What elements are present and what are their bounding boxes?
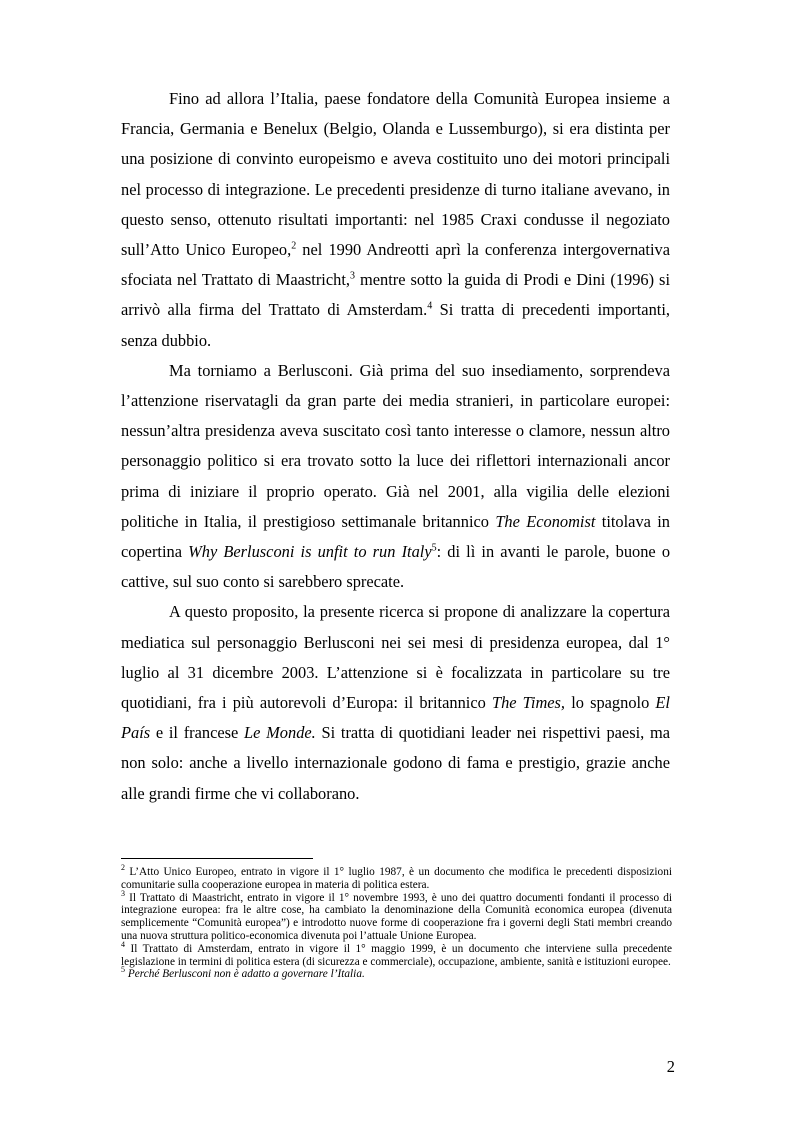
italic-text: Why Berlusconi is unfit to run Italy <box>188 542 432 562</box>
text-run: Si tratta di quotidiani leader nei rispettivi paesi, ma non solo: anche a livello internazionale godono di fama e prestigio, grazie anche alle grandi firme che vi collaborano. <box>121 723 670 803</box>
footnote <box>121 888 672 943</box>
text-run: Si tratta di precedenti importanti, senza dubbio. <box>121 300 670 350</box>
text-run: A questo proposito, la presente ricerca si propone di analizzare la copertura mediatica sul personaggio Berlusconi nei sei mesi di presidenza europea, dal 1° luglio al 31 dicembre 2003. L’attenzione si è focalizzata in particolare su tre quotidiani, fra i più autorevoli d’Europa: il britannico <box>121 602 670 713</box>
text-run: Il Trattato di Maastricht, entrato in vigore il 1° novembre 1993, è uno dei quattro documenti fondanti il processo di integrazione europea: fra le altre cose, ha cambiato la denominazione della Comunità economica europea (divenuta semplicemente “Comunità europea”) e introdotto nuove forme di cooperazione fra i governi degli Stati membri creando una nuova struttura politico-economica divenuta poi l’attuale Unione Europea. <box>121 891 672 942</box>
text-run: nel 1990 Andreotti aprì la conferenza intergovernativa sfociata nel Trattato di Maastricht, <box>121 240 670 290</box>
italic-text: Le Monde. <box>244 723 316 743</box>
text-run: L’Atto Unico Europeo, entrato in vigore il 1° luglio 1987, è un documento che modifica le precedenti disposizioni comunitarie sulla cooperazione europea in materia di politica estera. <box>121 866 672 891</box>
text-run: Ma torniamo a Berlusconi. Già prima del suo insediamento, sorprendeva l’attenzione riservatagli da gran parte dei media stranieri, in particolare europei: nessun’altra presidenza aveva suscitato così tanto interesse o clamore, nessun altro personaggio politico si era trovato sotto la luce dei riflettori internazionali ancor prima di iniziare il proprio operato. Già nel 2001, alla vigilia delle elezioni politiche in Italia, il prestigioso settimanale britannico <box>121 360 670 531</box>
footnote <box>121 863 672 892</box>
footnote-reference: 2 <box>291 240 297 252</box>
text-run: titolava in copertina <box>121 511 671 562</box>
text-run: Fino ad allora l’Italia, paese fondatore della Comunità Europea insieme a Francia, Germania e Benelux (Belgio, Olanda e Lussemburgo), si era distinta per una posizione di convinto europeismo e aveva costituito uno dei motori principali nel processo di integrazione. Le precedenti presidenze di turno italiane avevano, in questo senso, ottenuto risultati importanti: nel 1985 Craxi condusse il negoziato sull’Atto Unico Europeo, <box>121 89 670 260</box>
footnote <box>121 940 672 969</box>
footnote-number: 3 <box>121 888 125 898</box>
paragraph <box>121 597 670 808</box>
italic-text: El País <box>121 693 670 743</box>
text-run: e il francese <box>150 723 245 743</box>
italic-text: The Economist <box>495 511 596 531</box>
paragraph <box>121 356 670 598</box>
italic-text: Perché Berlusconi non è adatto a governare l’Italia. <box>127 968 365 981</box>
footnote-reference: 3 <box>349 270 355 282</box>
page-number: 2 <box>666 1057 675 1076</box>
text-run: lo spagnolo <box>565 693 656 713</box>
footnote-number: 5 <box>121 965 125 975</box>
text-run: : di lì in avanti le parole, buone o cattive, sul suo conto si sarebbero sprecate. <box>121 542 671 592</box>
italic-text: The Times, <box>491 693 566 713</box>
footnote <box>121 965 672 981</box>
paragraph <box>121 84 670 356</box>
text-run: mentre sotto la guida di Prodi e Dini (1996) si arrivò alla firma del Trattato di Amsterdam. <box>121 270 670 320</box>
footnotes <box>121 863 672 981</box>
body-text <box>121 84 670 809</box>
footnote-separator <box>121 858 313 859</box>
footnote-reference: 4 <box>427 300 433 312</box>
text-run: Il Trattato di Amsterdam, entrato in vigore il 1° maggio 1999, è un documento che interviene sulla precedente legislazione in termini di politica estera (di sicurezza e commerciale), occupazione, ambiente, sanità e istituzioni europee. <box>121 942 672 968</box>
footnote-reference: 5 <box>431 542 437 554</box>
footnote-number: 2 <box>121 863 125 873</box>
footnote-number: 4 <box>121 940 125 950</box>
